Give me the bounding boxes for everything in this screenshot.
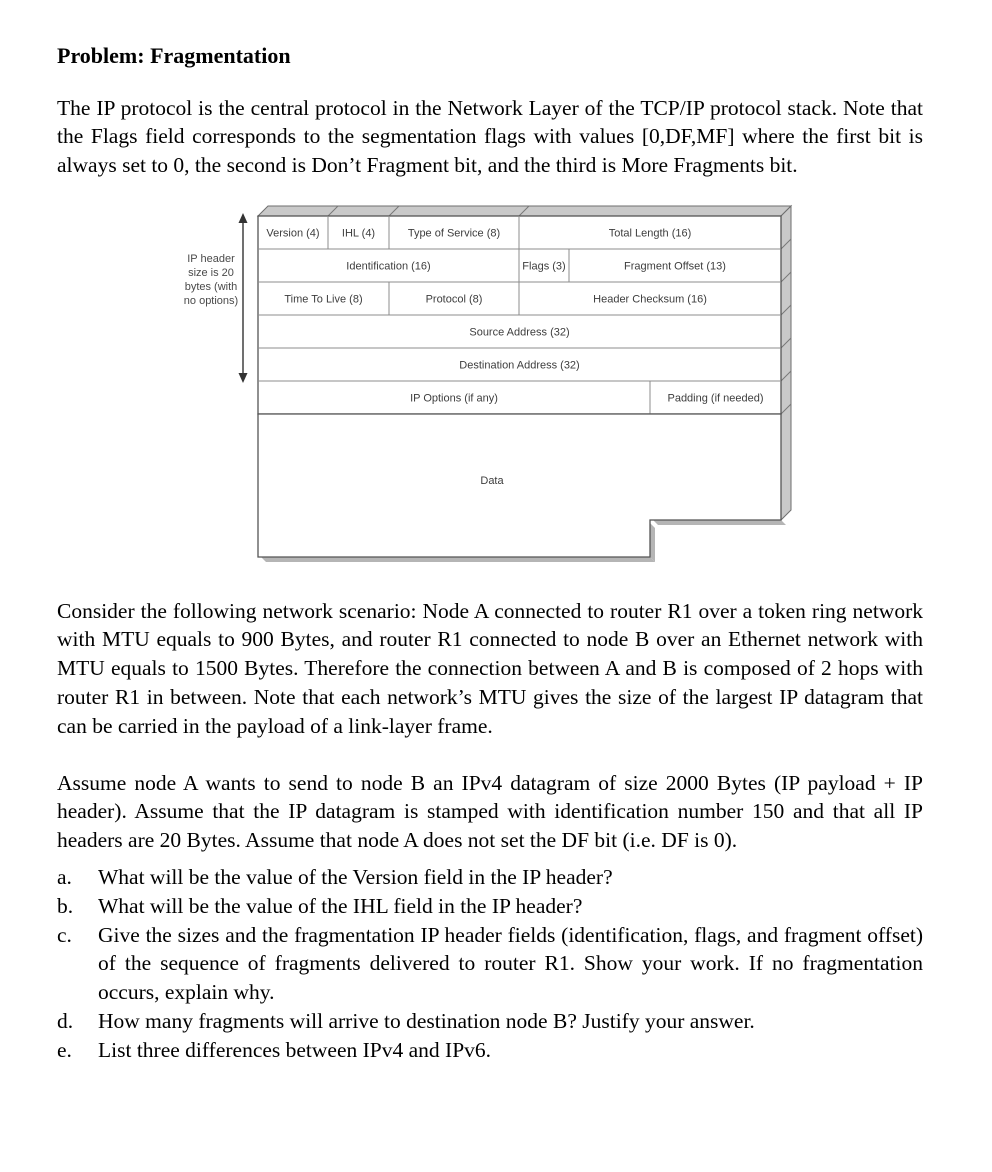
diagram-right-strip: [781, 206, 791, 520]
field-ttl-label: Time To Live (8): [284, 293, 363, 306]
side-label-line: size is 20: [188, 267, 234, 279]
field-destination-address-label: Destination Address (32): [459, 359, 580, 372]
question-list: [57, 863, 923, 1065]
question-letter: b.: [57, 893, 74, 918]
field-identification-label: Identification (16): [346, 260, 431, 273]
arrow-head-up: [239, 213, 248, 223]
question-letter: e.: [57, 1037, 72, 1062]
side-label-line: bytes (with: [184, 281, 238, 293]
header-size-arrow: [239, 213, 248, 383]
field-source-address-label: Source Address (32): [469, 326, 570, 339]
problem-title: Problem: Fragmentation: [57, 43, 291, 68]
arrow-head-down: [239, 373, 248, 383]
question-text: Give the sizes and the fragmentation IP header fields (identification, flags, and fragment offset) of the sequence of fragments delivered to router R1. Show your work. If no fragmentation occurs, explain why.: [98, 922, 923, 1005]
question-item-d: [57, 1007, 923, 1036]
step-shadow-horizontal: [653, 520, 786, 525]
scenario-paragraph: Consider the following network scenario: Node A connected to router R1 over a token ring network with MTU equals to 900 Bytes, and router R1 connected to node B over an Ethernet network with MTU equals to 1500 Bytes. Therefore the connection between A and B is composed of 2 hops with router R1 in between. Note that each network’s MTU gives the size of the largest IP datagram that can be carried in the payload of a link-layer frame.: [57, 598, 923, 738]
question-item-c: [57, 921, 923, 1007]
question-letter: d.: [57, 1008, 74, 1033]
field-flags-label: Flags (3): [522, 260, 566, 273]
question-item-b: [57, 892, 923, 921]
ip-header-diagram: [175, 195, 820, 570]
field-data-label: Data: [480, 475, 504, 487]
field-padding-label: Padding (if needed): [667, 392, 764, 405]
question-letter: c.: [57, 922, 72, 947]
question-text: How many fragments will arrive to destination node B? Justify your answer.: [98, 1008, 755, 1033]
field-ihl-label: IHL (4): [341, 227, 376, 240]
side-label-line: no options): [183, 295, 239, 307]
assumption-paragraph: Assume node A wants to send to node B an IPv4 datagram of size 2000 Bytes (IP payload + IP header). Assume that the IP datagram is stamped with identification number 150 and that all IP headers are 20 Bytes. Assume that node A does not set the DF bit (i.e. DF is 0).: [57, 770, 923, 853]
question-item-e: [57, 1036, 923, 1065]
question-text: What will be the value of the IHL field in the IP header?: [98, 893, 583, 918]
field-protocol-label: Protocol (8): [425, 293, 483, 306]
question-text: What will be the value of the Version field in the IP header?: [98, 865, 613, 889]
question-text: List three differences between IPv4 and IPv6.: [98, 1037, 492, 1062]
field-header-checksum-label: Header Checksum (16): [593, 293, 707, 306]
field-version-label: Version (4): [266, 227, 320, 240]
question-letter: a.: [57, 865, 72, 889]
step-shadow-vertical: [650, 523, 655, 562]
intro-paragraph: The IP protocol is the central protocol in the Network Layer of the TCP/IP protocol stack. Note that the Flags field corresponds to the segmentation flags with values [0,DF,MF] where the first bit is always set to 0, the second is Don’t Fragment bit, and the third is More Fragments bit.: [57, 95, 923, 178]
field-ip-options-label: IP Options (if any): [410, 392, 498, 405]
field-fragment-offset-label: Fragment Offset (13): [624, 260, 726, 273]
data-box: [258, 414, 781, 557]
bottom-shadow: [261, 557, 655, 562]
question-item-a: [57, 863, 923, 892]
field-total-length-label: Total Length (16): [608, 227, 692, 240]
side-label-line: IP header: [187, 253, 235, 265]
field-tos-label: Type of Service (8): [407, 227, 501, 240]
